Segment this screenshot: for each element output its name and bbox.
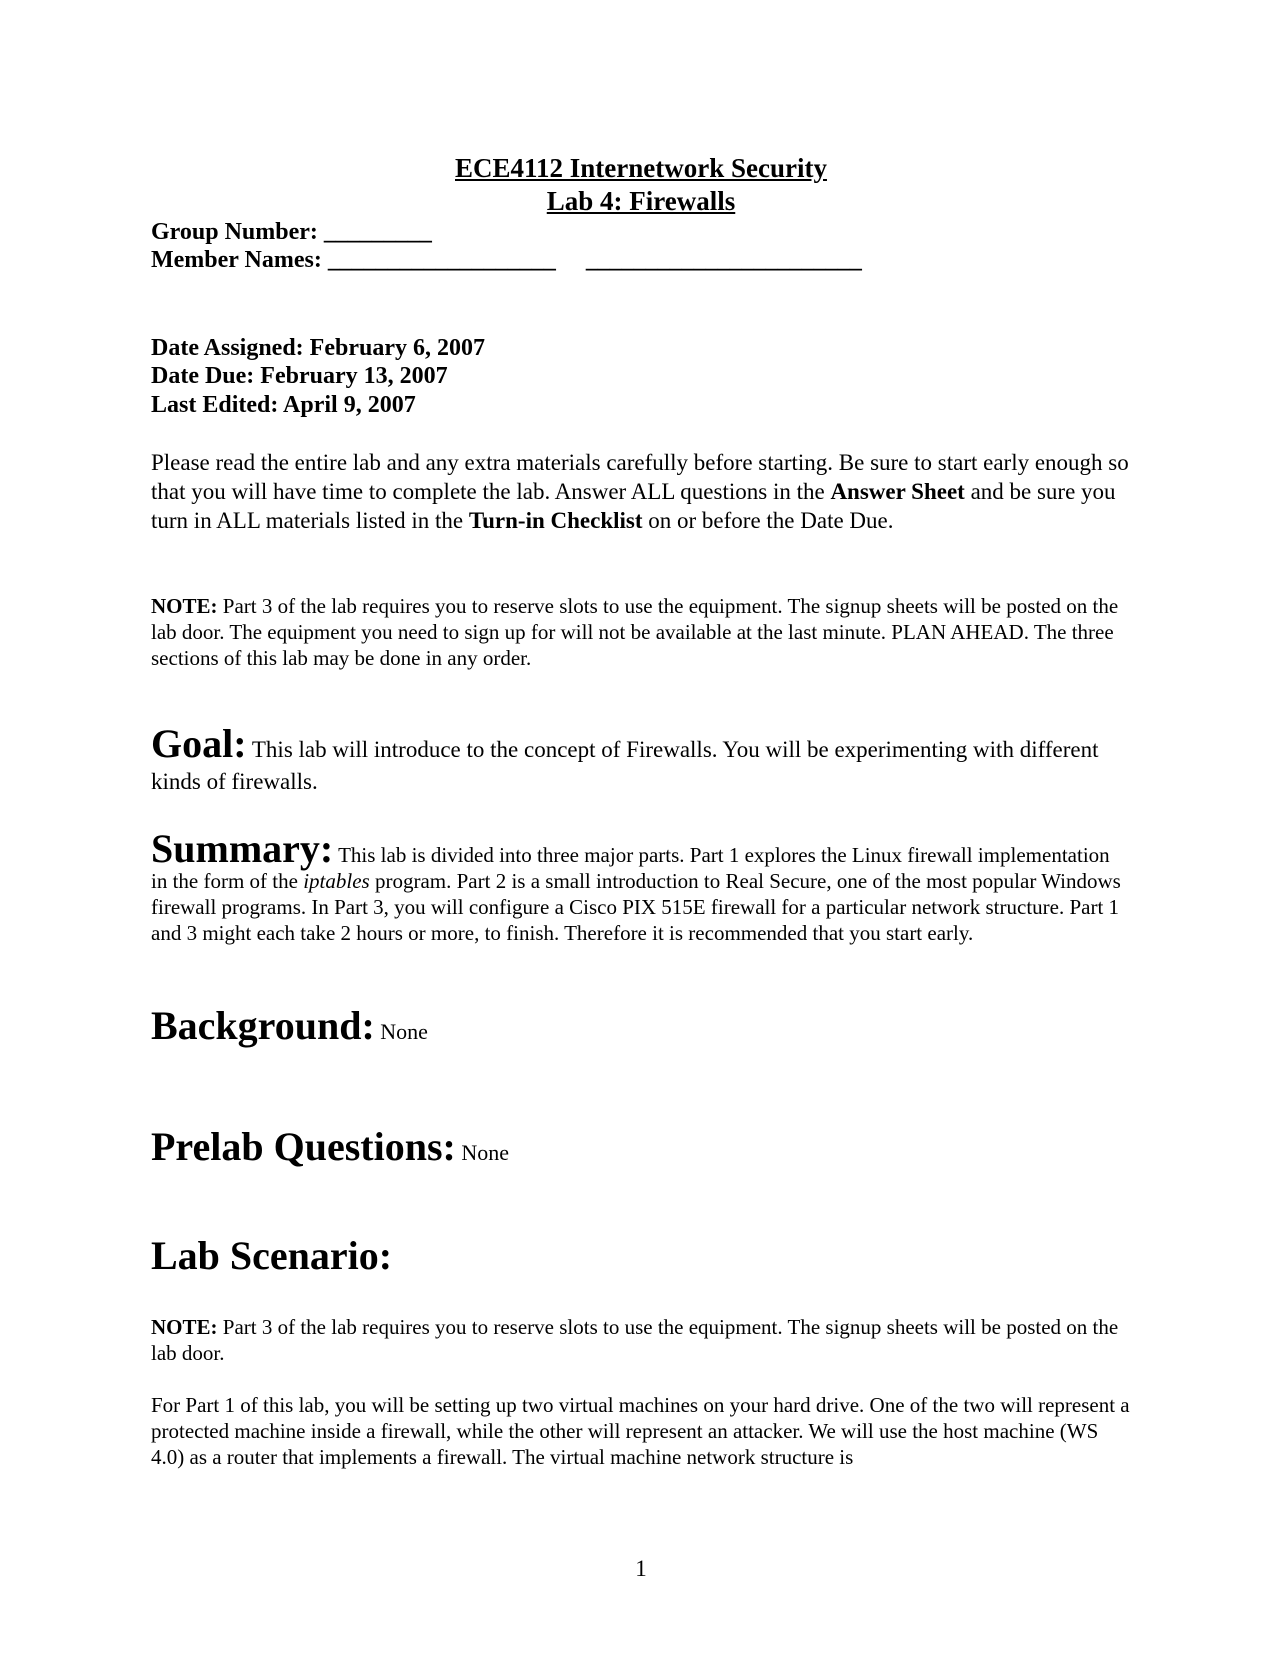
date-assigned: Date Assigned: February 6, 2007 bbox=[151, 335, 485, 361]
scenario-heading: Lab Scenario: bbox=[151, 1233, 393, 1278]
prelab-section bbox=[151, 1124, 1131, 1169]
scenario-section bbox=[151, 1233, 1131, 1278]
intro-text-2: and be sure you turn in ALL materials listed in the bbox=[151, 479, 1116, 533]
answer-sheet-emphasis: Answer Sheet bbox=[830, 479, 965, 504]
course-title: ECE4112 Internetwork Security bbox=[455, 153, 827, 183]
intro-text-3: on or before the Date Due. bbox=[642, 508, 894, 533]
prelab-heading: Prelab Questions: bbox=[151, 1124, 456, 1169]
note-text: Part 3 of the lab requires you to reserve slots to use the equipment. The signup sheets will be posted on the lab door. The equipment you need to sign up for will not be available at the last minute. PLAN AHEAD. The three sections of this lab may be done in any order. bbox=[151, 594, 1119, 670]
date-due: Date Due: February 13, 2007 bbox=[151, 363, 448, 389]
intro-text-1: Please read the entire lab and any extra materials carefully before starting. Be sure to start early enough so that you will have time to complete the lab. Answer ALL questions in the bbox=[151, 450, 1129, 504]
goal-heading: Goal: bbox=[151, 721, 247, 766]
member-names-line: Member Names: ___________________ _______________________ bbox=[151, 247, 862, 273]
group-number-line: Group Number: _________ bbox=[151, 219, 432, 245]
note-label: NOTE: bbox=[151, 594, 218, 618]
page-number: 1 bbox=[635, 1556, 647, 1581]
last-edited: Last Edited: April 9, 2007 bbox=[151, 392, 416, 418]
goal-section bbox=[151, 721, 1131, 798]
turn-in-checklist-emphasis: Turn-in Checklist bbox=[468, 508, 643, 533]
part1-paragraph: For Part 1 of this lab, you will be setting up two virtual machines on your hard drive. One of the two will represent a protected machine inside a firewall, while the other will represent an attacker. We will use the host machine (WS 4.0) as a router that implements a firewall. The virtual machine network structure is bbox=[151, 1393, 1130, 1469]
background-heading: Background: bbox=[151, 1003, 375, 1048]
background-text: None bbox=[374, 1019, 428, 1044]
lab-title: Lab 4: Firewalls bbox=[546, 186, 736, 216]
note-paragraph-2 bbox=[151, 1314, 1131, 1366]
summary-section bbox=[151, 826, 1131, 946]
goal-text: This lab will introduce to the concept of Firewalls. You will be experimenting with different kinds of firewalls. bbox=[151, 737, 1099, 794]
summary-heading: Summary: bbox=[151, 826, 334, 871]
iptables-term: iptables bbox=[303, 869, 370, 893]
summary-text-2: program. Part 2 is a small introduction to Real Secure, one of the most popular Windows firewall programs. In Part 3, you will configure a Cisco PIX 515E firewall for a particular network structure. Part 1 and 3 might each take 2 hours or more, to finish. Therefore it is recommended that you start early. bbox=[151, 869, 1121, 945]
summary-text-1: This lab is divided into three major parts. Part 1 explores the Linux firewall implementation in the form of the bbox=[151, 843, 1110, 893]
note-paragraph-1 bbox=[151, 593, 1131, 671]
background-section bbox=[151, 1003, 1131, 1048]
note2-text: Part 3 of the lab requires you to reserve slots to use the equipment. The signup sheets will be posted on the lab door. bbox=[151, 1315, 1119, 1365]
intro-paragraph bbox=[151, 448, 1131, 535]
prelab-text: None bbox=[455, 1140, 509, 1165]
note2-label: NOTE: bbox=[151, 1315, 218, 1339]
